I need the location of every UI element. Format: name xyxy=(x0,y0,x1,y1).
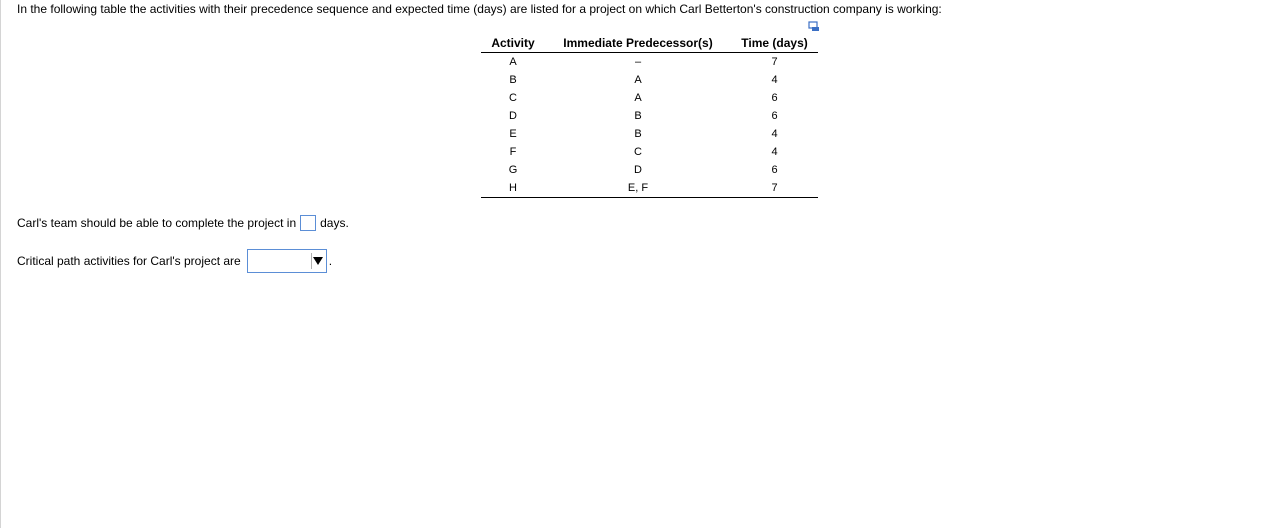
cell-activity: B xyxy=(509,74,517,86)
cell-predecessor: B xyxy=(634,128,642,140)
cell-time: 4 xyxy=(771,128,778,140)
cell-predecessor: – xyxy=(634,56,642,68)
cell-activity: E xyxy=(509,128,517,140)
critical-path-question xyxy=(17,249,332,273)
cell-predecessor: A xyxy=(634,74,642,86)
activity-table xyxy=(481,34,818,198)
cell-time: 6 xyxy=(771,110,778,122)
cell-predecessor: C xyxy=(634,146,642,158)
cell-time: 4 xyxy=(771,74,778,86)
table-row xyxy=(481,71,818,89)
critical-path-prefix: Critical path activities for Carl's project are xyxy=(17,254,241,268)
copy-table-icon[interactable] xyxy=(808,20,820,32)
table-row xyxy=(481,161,818,179)
header-activity: Activity xyxy=(481,34,545,53)
table-header-row xyxy=(481,34,818,53)
table-row xyxy=(481,107,818,125)
completion-time-question xyxy=(17,215,349,231)
table-row xyxy=(481,53,818,72)
cell-predecessor: B xyxy=(634,110,642,122)
cell-activity: A xyxy=(509,56,517,68)
completion-time-prefix: Carl's team should be able to complete the project in xyxy=(17,216,297,230)
cell-activity: C xyxy=(509,92,517,104)
cell-predecessor: A xyxy=(634,92,642,104)
cell-time: 6 xyxy=(771,92,778,104)
question-intro: In the following table the activities with their precedence sequence and expected time (days) are listed for a project on which Carl Betterton's construction company is working: xyxy=(17,2,942,16)
cell-time: 6 xyxy=(771,164,778,176)
cell-activity: D xyxy=(509,110,517,122)
completion-days-input[interactable] xyxy=(300,215,316,231)
critical-path-dropdown[interactable] xyxy=(247,249,327,273)
header-predecessor: Immediate Predecessor(s) xyxy=(545,34,731,53)
left-border xyxy=(0,0,1,528)
cell-time: 7 xyxy=(771,56,778,68)
cell-time: 7 xyxy=(731,179,818,198)
table-row xyxy=(481,143,818,161)
critical-path-suffix: . xyxy=(328,254,333,268)
header-time: Time (days) xyxy=(731,34,818,53)
cell-activity: H xyxy=(481,179,545,198)
table-row xyxy=(481,179,818,198)
table-row xyxy=(481,89,818,107)
cell-activity: G xyxy=(508,164,518,176)
cell-time: 4 xyxy=(771,146,778,158)
cell-predecessor: E, F xyxy=(545,179,731,198)
completion-time-suffix: days. xyxy=(320,216,349,230)
cell-predecessor: D xyxy=(634,164,642,176)
table-row xyxy=(481,125,818,143)
dropdown-arrow-icon[interactable] xyxy=(311,253,324,269)
cell-activity: F xyxy=(509,146,517,158)
